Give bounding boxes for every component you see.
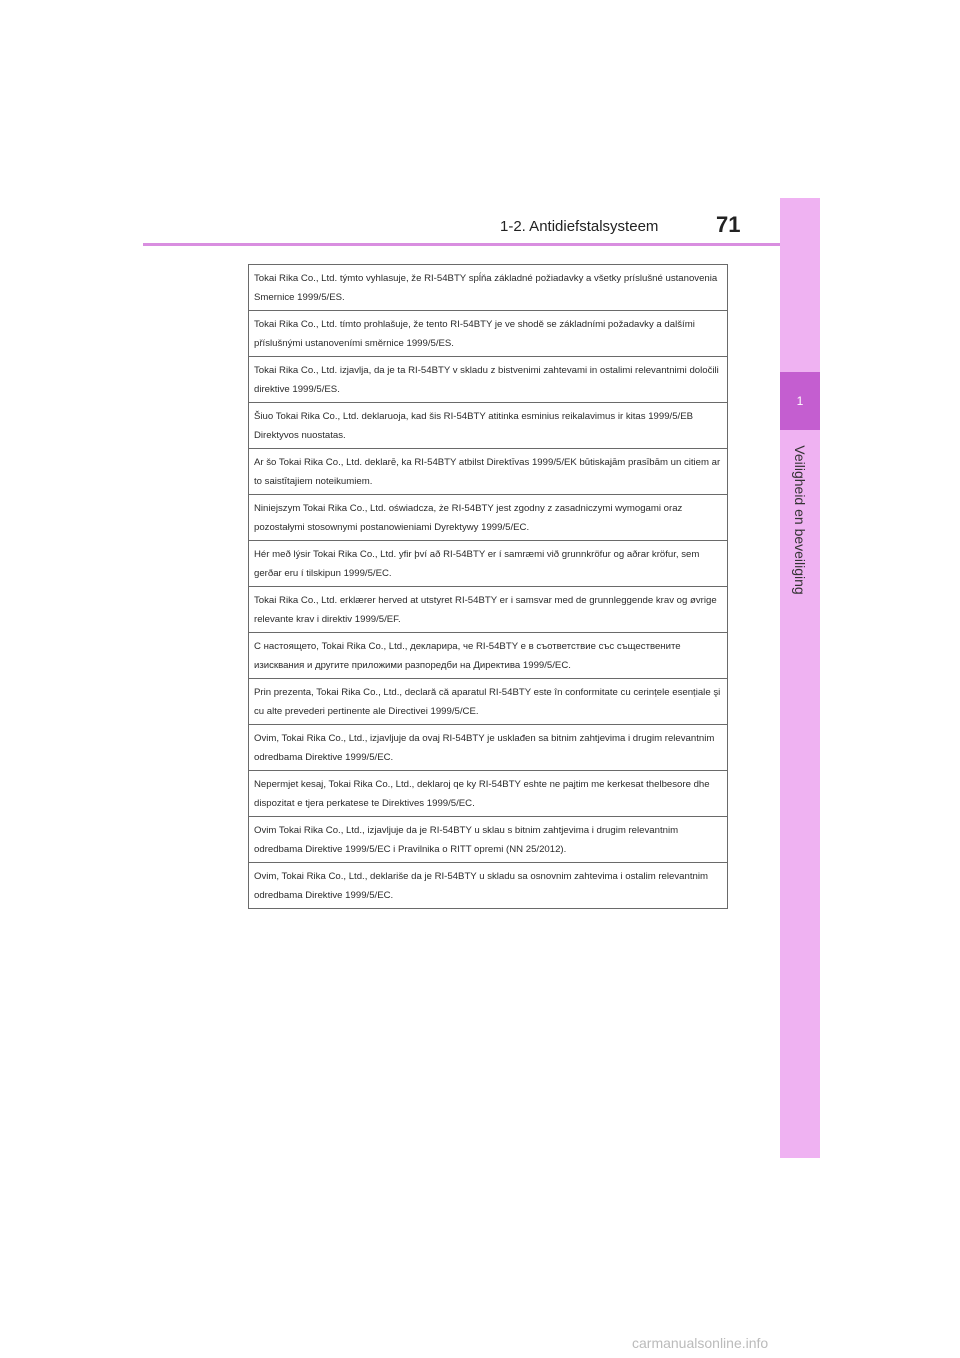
declaration-text: Ovim, Tokai Rika Co., Ltd., deklariše da je RI-54BTY u skladu sa osnovnim zahtevima i ostalim relevantnim odredbama Direktive 1999/5/EC. <box>249 863 728 909</box>
chapter-label: Veiligheid en beveiliging <box>792 445 808 595</box>
declaration-text: Nepermjet kesaj, Tokai Rika Co., Ltd., deklaroj qe ky RI-54BTY eshte ne pajtim me kerkesat thelbesore dhe dispozitat e tjera perkatese te Direktives 1999/5/EC. <box>249 771 728 817</box>
table-row <box>249 771 728 817</box>
declaration-text: Niniejszym Tokai Rika Co., Ltd. oświadcza, że RI-54BTY jest zgodny z zasadniczymi wymogami oraz pozostałymi stosownymi postanowieniami Dyrektywy 1999/5/EC. <box>249 495 728 541</box>
table-row <box>249 817 728 863</box>
declaration-text: Tokai Rika Co., Ltd. izjavlja, da je ta RI-54BTY v skladu z bistvenimi zahtevami in ostalimi relevantnimi določili direktive 1999/5/ES. <box>249 357 728 403</box>
declaration-text: Tokai Rika Co., Ltd. erklærer herved at utstyret RI-54BTY er i samsvar med de grunnleggende krav og øvrige relevante krav i direktiv 1999/5/EF. <box>249 587 728 633</box>
table-row <box>249 357 728 403</box>
table-row <box>249 725 728 771</box>
declaration-text: Tokai Rika Co., Ltd. týmto vyhlasuje, že RI-54BTY spĺňa základné požiadavky a všetky príslušné ustanovenia Smernice 1999/5/ES. <box>249 265 728 311</box>
section-title: 1-2. Antidiefstalsysteem <box>500 218 659 235</box>
declaration-text: Ovim, Tokai Rika Co., Ltd., izjavljuje da ovaj RI-54BTY je usklađen sa bitnim zahtjevima i drugim relevantnim odredbama Direktive 1999/5/EC. <box>249 725 728 771</box>
declaration-text: Ovim Tokai Rika Co., Ltd., izjavljuje da je RI-54BTY u sklau s bitnim zahtjevima i drugim relevantnim odredbama Direktive 1999/5/EC i Pravilnika o RITT opremi (NN 25/2012). <box>249 817 728 863</box>
table-row <box>249 311 728 357</box>
declaration-text: Ar šo Tokai Rika Co., Ltd. deklarē, ka RI-54BTY atbilst Direktīvas 1999/5/EK būtiskajām prasībām un citiem ar to saistītajiem noteikumiem. <box>249 449 728 495</box>
declaration-table <box>248 264 728 909</box>
watermark: carmanualsonline.info <box>632 1335 769 1351</box>
chapter-number-box <box>780 372 820 430</box>
table-row <box>249 265 728 311</box>
declaration-text: С настоящето, Tokai Rika Co., Ltd., декларира, че RI-54BTY е в съответствие със съществените изисквания и другите приложими разпоредби на Директива 1999/5/EC. <box>249 633 728 679</box>
declaration-text: Šiuo Tokai Rika Co., Ltd. deklaruoja, kad šis RI-54BTY atitinka esminius reikalavimus ir kitas 1999/5/EB Direktyvos nuostatas. <box>249 403 728 449</box>
table-row <box>249 495 728 541</box>
declaration-text: Hér með lýsir Tokai Rika Co., Ltd. yfir því að RI-54BTY er í samræmi við grunnkröfur og aðrar kröfur, sem gerðar eru í tilskipun 1999/5/EC. <box>249 541 728 587</box>
table-row <box>249 679 728 725</box>
chapter-side-tab <box>780 198 820 1158</box>
declaration-text: Tokai Rika Co., Ltd. tímto prohlašuje, že tento RI-54BTY je ve shodě se základními požadavky a dalšími příslušnými ustanoveními směrnice 1999/5/ES. <box>249 311 728 357</box>
chapter-number: 1 <box>796 394 804 408</box>
page-number: 71 <box>716 212 741 237</box>
table-row <box>249 541 728 587</box>
header-divider <box>143 243 819 246</box>
table-row <box>249 449 728 495</box>
table-row <box>249 587 728 633</box>
table-row <box>249 403 728 449</box>
table-row <box>249 633 728 679</box>
declaration-text: Prin prezenta, Tokai Rika Co., Ltd., declară că aparatul RI-54BTY este în conformitate cu cerințele esențiale şi cu alte prevederi pertinente ale Directivei 1999/5/CE. <box>249 679 728 725</box>
table-row <box>249 863 728 909</box>
